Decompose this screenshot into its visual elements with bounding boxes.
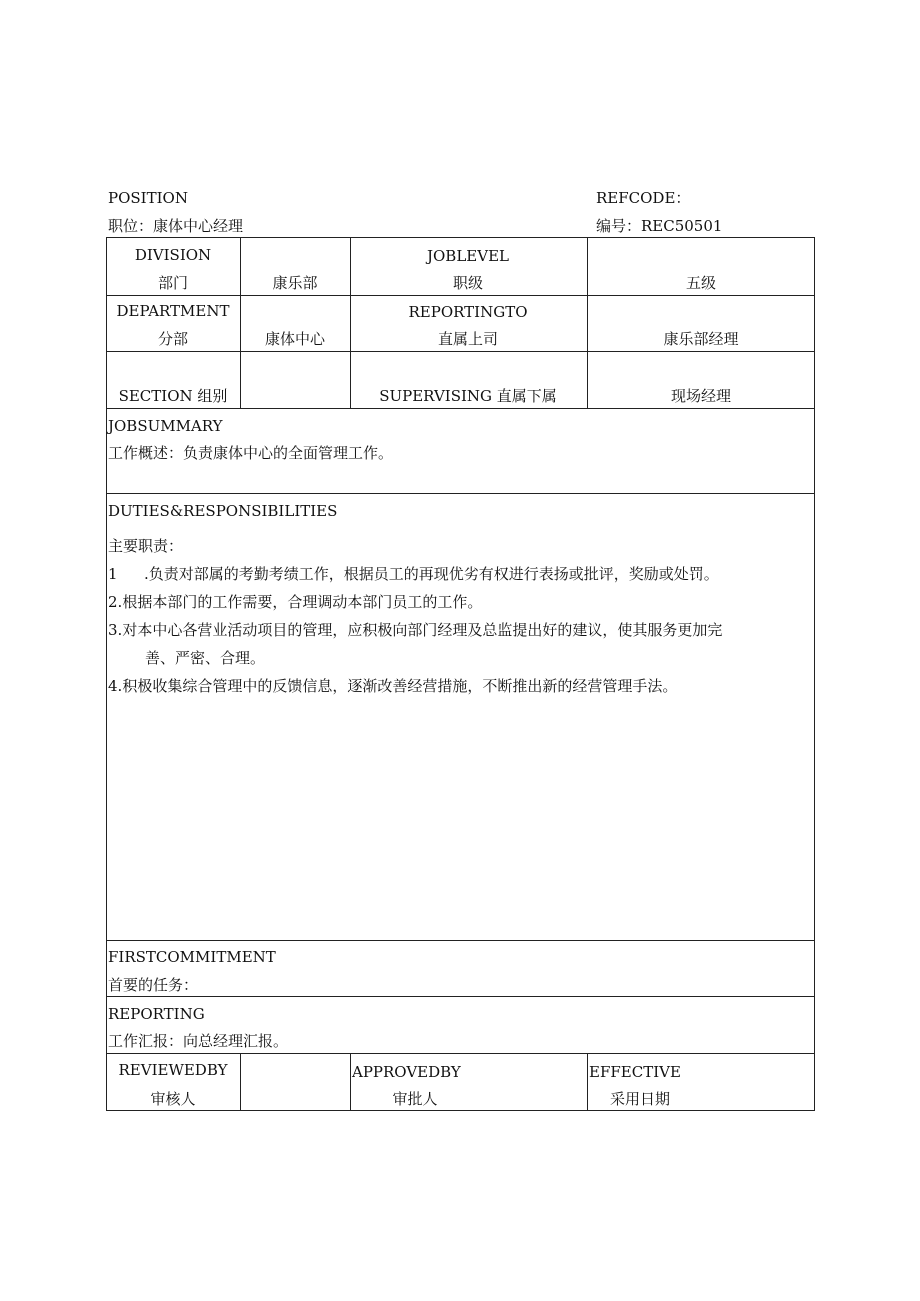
duty-item xyxy=(108,679,677,694)
reportingto-value: 康乐部经理 xyxy=(663,330,739,348)
row-divider xyxy=(106,1053,815,1054)
first-commitment-text: 首要的任务： xyxy=(108,976,199,994)
supervising-label: SUPERVISING 直属下属 xyxy=(379,387,557,405)
job-description-table xyxy=(106,237,815,1111)
joblevel-label-en: JOBLEVEL xyxy=(427,247,509,265)
column-divider xyxy=(350,237,351,408)
effective-label-cn: 采用日期 xyxy=(609,1090,671,1108)
duty-number: 3. xyxy=(108,621,123,639)
reporting-title: REPORTING xyxy=(108,1005,205,1023)
division-label-en: DIVISION xyxy=(134,246,212,264)
row-divider xyxy=(106,493,815,494)
division-value: 康乐部 xyxy=(272,274,318,292)
refcode-label-en: REFCODE： xyxy=(596,189,691,207)
duty-item xyxy=(108,623,722,638)
section-label: SECTION 组别 xyxy=(118,387,228,405)
supervising-value: 现场经理 xyxy=(670,387,732,405)
job-summary-title: JOBSUMMARY xyxy=(108,417,223,435)
position-label-cn: 职位：康体中心经理 xyxy=(108,217,244,235)
column-divider xyxy=(587,237,588,408)
duties-title: DUTIES&RESPONSIBILITIES xyxy=(108,502,338,520)
reporting-text: 工作汇报：向总经理汇报。 xyxy=(108,1032,289,1050)
approved-by-label-cn: 审批人 xyxy=(392,1090,438,1108)
row-divider xyxy=(106,996,815,997)
approved-by-label-en: APPROVEDBY xyxy=(352,1063,461,1081)
column-divider xyxy=(587,1053,588,1111)
duty-text: 对本中心各营业活动项目的管理，应积极向部门经理及总监提出好的建议，使其服务更加完 xyxy=(122,621,723,639)
row-divider xyxy=(106,408,815,409)
division-label-cn: 部门 xyxy=(157,274,189,292)
reviewed-by-label-en: REVIEWEDBY xyxy=(118,1061,228,1079)
department-label-cn: 分部 xyxy=(157,330,189,348)
reportingto-label-cn: 直属上司 xyxy=(437,330,499,348)
first-commitment-title: FIRSTCOMMITMENT xyxy=(108,948,276,966)
row-divider xyxy=(106,940,815,941)
row-divider xyxy=(106,351,815,352)
refcode-label-cn: 编号：REC50501 xyxy=(596,217,723,235)
joblevel-value: 五级 xyxy=(685,274,717,292)
reviewed-by-label-cn: 审核人 xyxy=(150,1090,196,1108)
joblevel-label-cn: 职级 xyxy=(452,274,484,292)
effective-label-en: EFFECTIVE xyxy=(589,1063,681,1081)
position-label-en: POSITION xyxy=(108,189,188,207)
duty-item-continuation: 善、严密、合理。 xyxy=(145,649,266,667)
job-summary-text: 工作概述：负责康体中心的全面管理工作。 xyxy=(108,444,394,462)
duty-text: 根据本部门的工作需要，合理调动本部门员工的工作。 xyxy=(122,593,483,611)
duty-number: 2. xyxy=(108,593,123,611)
reportingto-label-en: REPORTINGTO xyxy=(408,303,528,321)
duty-text: .负责对部属的考勤考绩工作，根据员工的再现优劣有权进行表扬或批评，奖励或处罚。 xyxy=(144,565,719,583)
department-label-en: DEPARTMENT xyxy=(116,302,230,320)
duty-number: 1 xyxy=(108,565,118,583)
duty-item xyxy=(108,595,482,610)
column-divider xyxy=(240,237,241,408)
duties-subtitle: 主要职责： xyxy=(108,537,184,555)
column-divider xyxy=(240,1053,241,1111)
duty-item xyxy=(108,567,719,582)
column-divider xyxy=(350,1053,351,1111)
row-divider xyxy=(106,295,815,296)
duty-text: 积极收集综合管理中的反馈信息，逐渐改善经营措施，不断推出新的经营管理手法。 xyxy=(122,677,678,695)
department-value: 康体中心 xyxy=(264,330,326,348)
duty-number: 4. xyxy=(108,677,123,695)
